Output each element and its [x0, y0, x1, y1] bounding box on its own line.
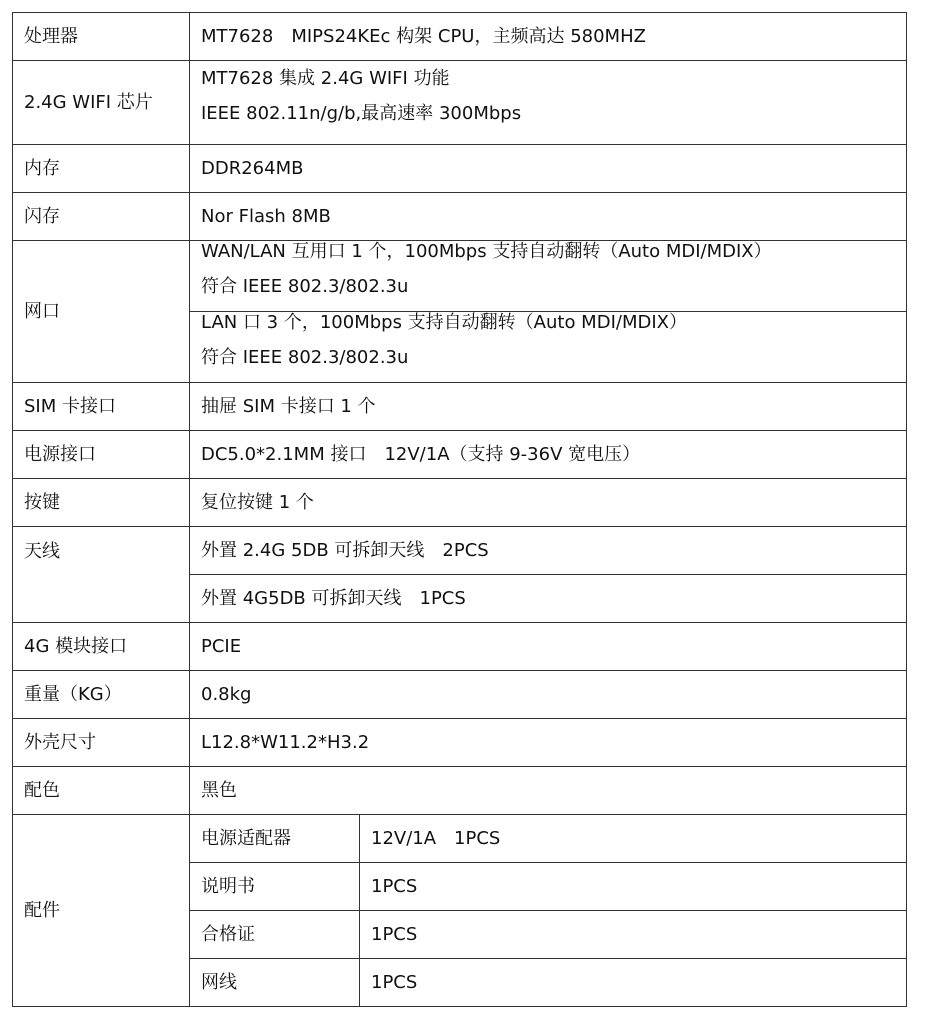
- spec-value-weight: 0.8kg: [190, 671, 907, 719]
- spec-value-power: DC5.0*2.1MM 接口 12V/1A（支持 9-36V 宽电压）: [190, 431, 907, 479]
- table-row: [13, 527, 907, 575]
- spec-value-size: L12.8*W11.2*H3.2: [190, 719, 907, 767]
- table-row: [13, 719, 907, 767]
- accessory-qty: 12V/1A 1PCS: [360, 815, 907, 863]
- table-row: [13, 383, 907, 431]
- table-row: [13, 479, 907, 527]
- table-row: [13, 815, 907, 863]
- table-row: [13, 241, 907, 312]
- table-row: [13, 431, 907, 479]
- spec-value-network-wan-line1: WAN/LAN 互用口 1 个，100Mbps 支持自动翻转（Auto MDI/MDIX）: [201, 241, 772, 262]
- table-row: [13, 623, 907, 671]
- spec-label-size: 外壳尺寸: [13, 719, 190, 767]
- table-row: [13, 767, 907, 815]
- accessory-name: 合格证: [190, 911, 360, 959]
- spec-value-network-lan-line2: 符合 IEEE 802.3/802.3u: [201, 347, 409, 368]
- spec-value-wifi-line1: MT7628 集成 2.4G WIFI 功能: [201, 67, 450, 89]
- table-row: [13, 61, 907, 145]
- spec-label-antenna: 天线: [13, 527, 190, 623]
- spec-value-network-lan-line1: LAN 口 3 个，100Mbps 支持自动翻转（Auto MDI/MDIX）: [201, 312, 687, 333]
- accessory-qty: 1PCS: [360, 911, 907, 959]
- table-row: [13, 13, 907, 61]
- spec-value-processor: MT7628 MIPS24KEc 构架 CPU，主频高达 580MHZ: [190, 13, 907, 61]
- spec-label-flash: 闪存: [13, 193, 190, 241]
- spec-value-network-lan: [190, 312, 907, 383]
- spec-value-wifi-line2: IEEE 802.11n/g/b,最高速率 300Mbps: [201, 102, 522, 124]
- spec-value-wifi: [190, 61, 907, 145]
- spec-label-wifi: 2.4G WIFI 芯片: [13, 61, 190, 145]
- spec-label-accessories: 配件: [13, 815, 190, 1007]
- accessory-name: 说明书: [190, 863, 360, 911]
- spec-label-weight: 重量（KG）: [13, 671, 190, 719]
- spec-table: [12, 12, 907, 1007]
- table-row: [13, 193, 907, 241]
- spec-value-network-wan-line2: 符合 IEEE 802.3/802.3u: [201, 276, 409, 297]
- spec-value-memory: DDR264MB: [190, 145, 907, 193]
- spec-value-module: PCIE: [190, 623, 907, 671]
- spec-label-sim: SIM 卡接口: [13, 383, 190, 431]
- spec-label-power: 电源接口: [13, 431, 190, 479]
- spec-label-network: 网口: [13, 241, 190, 383]
- spec-value-color: 黑色: [190, 767, 907, 815]
- accessory-name: 电源适配器: [190, 815, 360, 863]
- spec-value-network-wan: [190, 241, 907, 312]
- spec-value-button: 复位按键 1 个: [190, 479, 907, 527]
- spec-label-processor: 处理器: [13, 13, 190, 61]
- accessory-qty: 1PCS: [360, 863, 907, 911]
- spec-value-antenna-1: 外置 2.4G 5DB 可拆卸天线 2PCS: [190, 527, 907, 575]
- accessory-qty: 1PCS: [360, 959, 907, 1007]
- table-row: [13, 145, 907, 193]
- spec-value-antenna-2: 外置 4G5DB 可拆卸天线 1PCS: [190, 575, 907, 623]
- spec-value-sim: 抽屉 SIM 卡接口 1 个: [190, 383, 907, 431]
- spec-value-flash: Nor Flash 8MB: [190, 193, 907, 241]
- table-row: [13, 671, 907, 719]
- accessory-name: 网线: [190, 959, 360, 1007]
- spec-label-button: 按键: [13, 479, 190, 527]
- spec-label-module: 4G 模块接口: [13, 623, 190, 671]
- spec-label-color: 配色: [13, 767, 190, 815]
- spec-label-memory: 内存: [13, 145, 190, 193]
